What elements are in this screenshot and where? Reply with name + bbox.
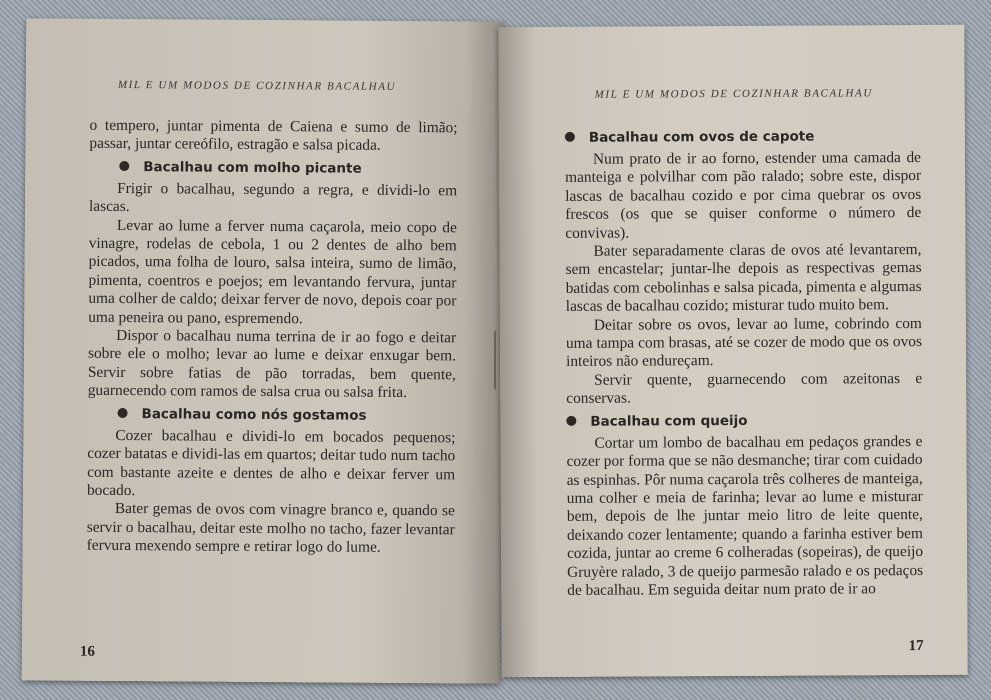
recipe-title: Bacalhau com ovos de capote bbox=[588, 128, 815, 146]
paragraph: Frigir o bacalhau, segundo a regra, e dividi-lo em lascas. bbox=[88, 179, 458, 216]
recipe-title: Bacalhau com molho picante bbox=[143, 158, 362, 177]
paragraph: Cortar um lombo de bacalhau em pedaços grandes e cozer por forma que se não desmanche; tirar com cuidado as espinhas. Pôr numa caçarola três colheres de manteiga, uma colher e meia de farinha; levar ao lume e misturar bem, depois de lhe juntar meio litro de leite quente, deixando cozer lentamente; quando a farinha estiver bem cozida, juntar ao creme 6 colheradas (sopeiras), de queijo Gruyère ralado, 3 de queijo parmesão ralado e os pedaços de bacalhau. Em seguida deitar num prato de ir ao bbox=[566, 432, 924, 599]
paragraph: o tempero, juntar pimenta de Caiena e sumo de limão; passar, juntar cereófilo, estragão e salsa picada. bbox=[89, 116, 458, 155]
paragraph: Deitar sobre os ovos, levar ao lume, cobrindo com uma tampa com brasas, até se cozer de modo que os ovos inteiros não endureçam. bbox=[565, 314, 922, 371]
page-number: 17 bbox=[908, 638, 924, 655]
recipe-heading bbox=[87, 404, 455, 426]
recipe-heading bbox=[566, 411, 922, 432]
recipe-heading bbox=[565, 127, 921, 148]
page-body bbox=[87, 117, 458, 558]
running-header: MIL E UM MODOS DE COZINHAR BACALHAU bbox=[117, 78, 397, 93]
bullet-icon bbox=[566, 416, 576, 426]
page-body bbox=[565, 123, 923, 600]
page-number: 16 bbox=[79, 643, 95, 660]
paragraph: Levar ao lume a ferver numa caçarola, meio copo de vinagre, rodelas de cebola, 1 ou 2 dentes de alho bem picados, uma folha de louro, salsa inteira, sumo de limão, pimenta, coentros e poejos; em levantando fervura, juntar uma colher de caldo; deixar ferver de novo, depois coar por uma peneira ou pano, espremendo. bbox=[88, 216, 457, 327]
bullet-icon bbox=[119, 161, 129, 171]
paragraph: Num prato de ir ao forno, estender uma camada de manteiga e polvilhar com pão ralado; sobre este, dispor lascas de bacalhau cozido e por cima quebrar os ovos frescos (os que se quiser conforme o número de convivas). bbox=[565, 149, 922, 242]
recipe-title: Bacalhau como nós gostamos bbox=[141, 405, 367, 424]
left-page bbox=[22, 18, 505, 683]
recipe-heading bbox=[89, 158, 457, 180]
bullet-icon bbox=[565, 132, 575, 142]
paragraph: Cozer bacalhau e dividi-lo em bocados pequenos; cozer batatas e dividi-las em quartos; deitar tudo num tacho com bastante azeite e dentes de alho e deixar ferver um bocado. bbox=[86, 426, 456, 500]
recipe-title: Bacalhau com queijo bbox=[590, 412, 748, 430]
right-page bbox=[498, 25, 967, 677]
paragraph: Dispor o bacalhau numa terrina de ir ao fogo e deitar sobre ele o molho; levar ao lume e deixar enxugar bem. Servir sobre fatias de pão torradas, bem quente, guarnecendo com ramos de salsa crua ou salsa frita. bbox=[87, 327, 457, 402]
paragraph: Bater separadamente claras de ovos até levantarem, sem encastelar; juntar-lhe depois as respectivas gemas batidas com cebolinhas e salsa picada, pimenta e algumas lascas de bacalhau cozido; misturar tudo muito bem. bbox=[565, 241, 922, 316]
paragraph: Bater gemas de ovos com vinagre branco e, quando se servir o bacalhau, deitar este molho no tacho, fazer levantar fervura mexendo sempre e retirar logo do lume. bbox=[86, 500, 455, 556]
bullet-icon bbox=[118, 408, 128, 418]
paragraph: Servir quente, guarnecendo com azeitonas e conservas. bbox=[566, 369, 923, 408]
running-header: MIL E UM MODOS DE COZINHAR BACALHAU bbox=[594, 87, 873, 101]
